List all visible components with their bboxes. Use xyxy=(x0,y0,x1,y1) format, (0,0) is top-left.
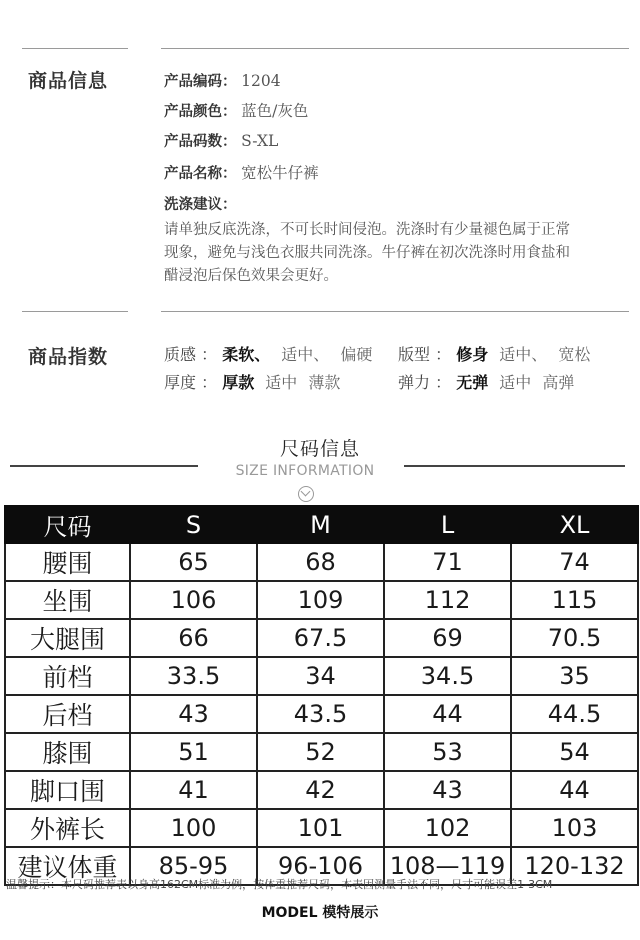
table-cell: 67.5 xyxy=(257,619,384,657)
table-cell: 52 xyxy=(257,733,384,771)
texture-index xyxy=(164,342,372,365)
table-cell: 43 xyxy=(130,695,257,733)
table-cell: 109 xyxy=(257,581,384,619)
table-cell: 41 xyxy=(130,771,257,809)
table-row-label: 建议体重 xyxy=(5,847,130,885)
fit-selected: 修身 xyxy=(456,345,489,364)
table-row xyxy=(5,543,638,581)
table-cell: 66 xyxy=(130,619,257,657)
product-info-title: 商品信息 xyxy=(28,70,109,92)
table-cell: 65 xyxy=(130,543,257,581)
thickness-index xyxy=(164,370,340,393)
table-cell: 106 xyxy=(130,581,257,619)
texture-option: 适中、 xyxy=(281,345,330,364)
table-cell: 68 xyxy=(257,543,384,581)
size-table-header: S xyxy=(130,506,257,543)
table-row-label: 腰围 xyxy=(5,543,130,581)
table-cell: 35 xyxy=(511,657,638,695)
table-cell: 44 xyxy=(511,771,638,809)
size-table xyxy=(4,505,639,886)
table-cell: 43 xyxy=(384,771,511,809)
fit-option: 适中、 xyxy=(499,345,548,364)
table-cell: 71 xyxy=(384,543,511,581)
table-row xyxy=(5,809,638,847)
elasticity-option: 适中 xyxy=(499,373,532,392)
table-cell: 112 xyxy=(384,581,511,619)
table-row-label: 后档 xyxy=(5,695,130,733)
fit-option: 宽松 xyxy=(558,345,591,364)
elasticity-selected: 无弹 xyxy=(456,373,489,392)
product-code-row xyxy=(164,70,281,91)
table-cell: 51 xyxy=(130,733,257,771)
table-cell: 43.5 xyxy=(257,695,384,733)
size-table-header: 尺码 xyxy=(5,506,130,543)
table-cell: 53 xyxy=(384,733,511,771)
product-info-divider-left xyxy=(22,48,128,49)
table-row xyxy=(5,657,638,695)
product-color-value: 蓝色/灰色 xyxy=(241,102,309,120)
elasticity-option: 高弹 xyxy=(542,373,575,392)
fit-index xyxy=(398,342,590,365)
table-row xyxy=(5,581,638,619)
table-cell: 115 xyxy=(511,581,638,619)
size-table-header-row xyxy=(5,506,638,543)
table-row xyxy=(5,733,638,771)
product-name-label: 产品名称： xyxy=(164,166,237,182)
product-color-label: 产品颜色： xyxy=(164,104,237,120)
thickness-option: 适中 xyxy=(265,373,298,392)
wash-advice-label: 洗涤建议： xyxy=(164,197,237,213)
wash-advice-line: 请单独反底洗涤，不可长时间侵泡。洗涤时有少量褪色属于正常 xyxy=(164,222,570,238)
model-heading: MODEL 模特展示 xyxy=(261,905,379,921)
table-row-label: 脚口围 xyxy=(5,771,130,809)
product-size-range-row xyxy=(164,130,278,151)
elasticity-index xyxy=(398,370,574,393)
product-name-row xyxy=(164,161,319,183)
elasticity-label: 弹力 ： xyxy=(398,373,452,392)
table-cell: 100 xyxy=(130,809,257,847)
product-code-label: 产品编码： xyxy=(164,74,237,90)
thickness-option: 薄款 xyxy=(308,373,341,392)
product-index-divider-left xyxy=(22,311,128,312)
texture-label: 质感 ： xyxy=(164,345,218,364)
table-cell: 33.5 xyxy=(130,657,257,695)
chevron-down-icon xyxy=(298,486,314,502)
table-cell: 44 xyxy=(384,695,511,733)
table-cell: 54 xyxy=(511,733,638,771)
wash-advice-text xyxy=(164,219,624,288)
product-size-range-label: 产品码数： xyxy=(164,134,237,150)
fit-label: 版型 ： xyxy=(398,345,452,364)
size-table-header: L xyxy=(384,506,511,543)
product-index-divider-right xyxy=(161,311,629,312)
table-cell: 44.5 xyxy=(511,695,638,733)
texture-selected: 柔软、 xyxy=(222,345,271,364)
product-info-divider-right xyxy=(161,48,629,49)
table-cell: 103 xyxy=(511,809,638,847)
wash-advice-line: 醋浸泡后保色效果会更好。 xyxy=(164,268,338,284)
table-row-label: 前档 xyxy=(5,657,130,695)
product-size-range-value: S-XL xyxy=(241,132,279,150)
table-cell: 34 xyxy=(257,657,384,695)
size-info-subtitle: SIZE INFORMATION xyxy=(235,463,375,479)
table-cell: 70.5 xyxy=(511,619,638,657)
table-row xyxy=(5,695,638,733)
table-cell: 42 xyxy=(257,771,384,809)
table-cell: 34.5 xyxy=(384,657,511,695)
product-name-value: 宽松牛仔裤 xyxy=(241,164,319,182)
table-cell: 74 xyxy=(511,543,638,581)
table-cell: 102 xyxy=(384,809,511,847)
size-notice: 温馨提示：本尺码推荐表以身高162CM标准为例，按体重推荐尺码，本表因测量手法不同，尺寸可能误差1-3CM xyxy=(6,878,553,891)
product-color-row xyxy=(164,99,308,121)
table-row-label: 坐围 xyxy=(5,581,130,619)
thickness-selected: 厚款 xyxy=(222,373,255,392)
table-row xyxy=(5,619,638,657)
thickness-label: 厚度 ： xyxy=(164,373,218,392)
table-row-label: 大腿围 xyxy=(5,619,130,657)
product-code-value: 1204 xyxy=(241,72,281,90)
table-cell: 69 xyxy=(384,619,511,657)
table-cell: 96-106 xyxy=(257,847,384,885)
size-table-header: XL xyxy=(511,506,638,543)
size-table-header: M xyxy=(257,506,384,543)
table-row xyxy=(5,771,638,809)
table-cell: 101 xyxy=(257,809,384,847)
size-info-title: 尺码信息 xyxy=(279,438,360,460)
wash-advice-line: 现象，避免与浅色衣服共同洗涤。牛仔裤在初次洗涤时用食盐和 xyxy=(164,245,570,261)
table-row-label: 外裤长 xyxy=(5,809,130,847)
texture-option: 偏硬 xyxy=(340,345,373,364)
product-index-title: 商品指数 xyxy=(28,346,109,368)
table-cell: 85-95 xyxy=(130,847,257,885)
wash-advice-row xyxy=(164,193,237,214)
table-cell: 120-132 xyxy=(511,847,638,885)
table-cell: 108—119 xyxy=(384,847,511,885)
table-row-label: 膝围 xyxy=(5,733,130,771)
